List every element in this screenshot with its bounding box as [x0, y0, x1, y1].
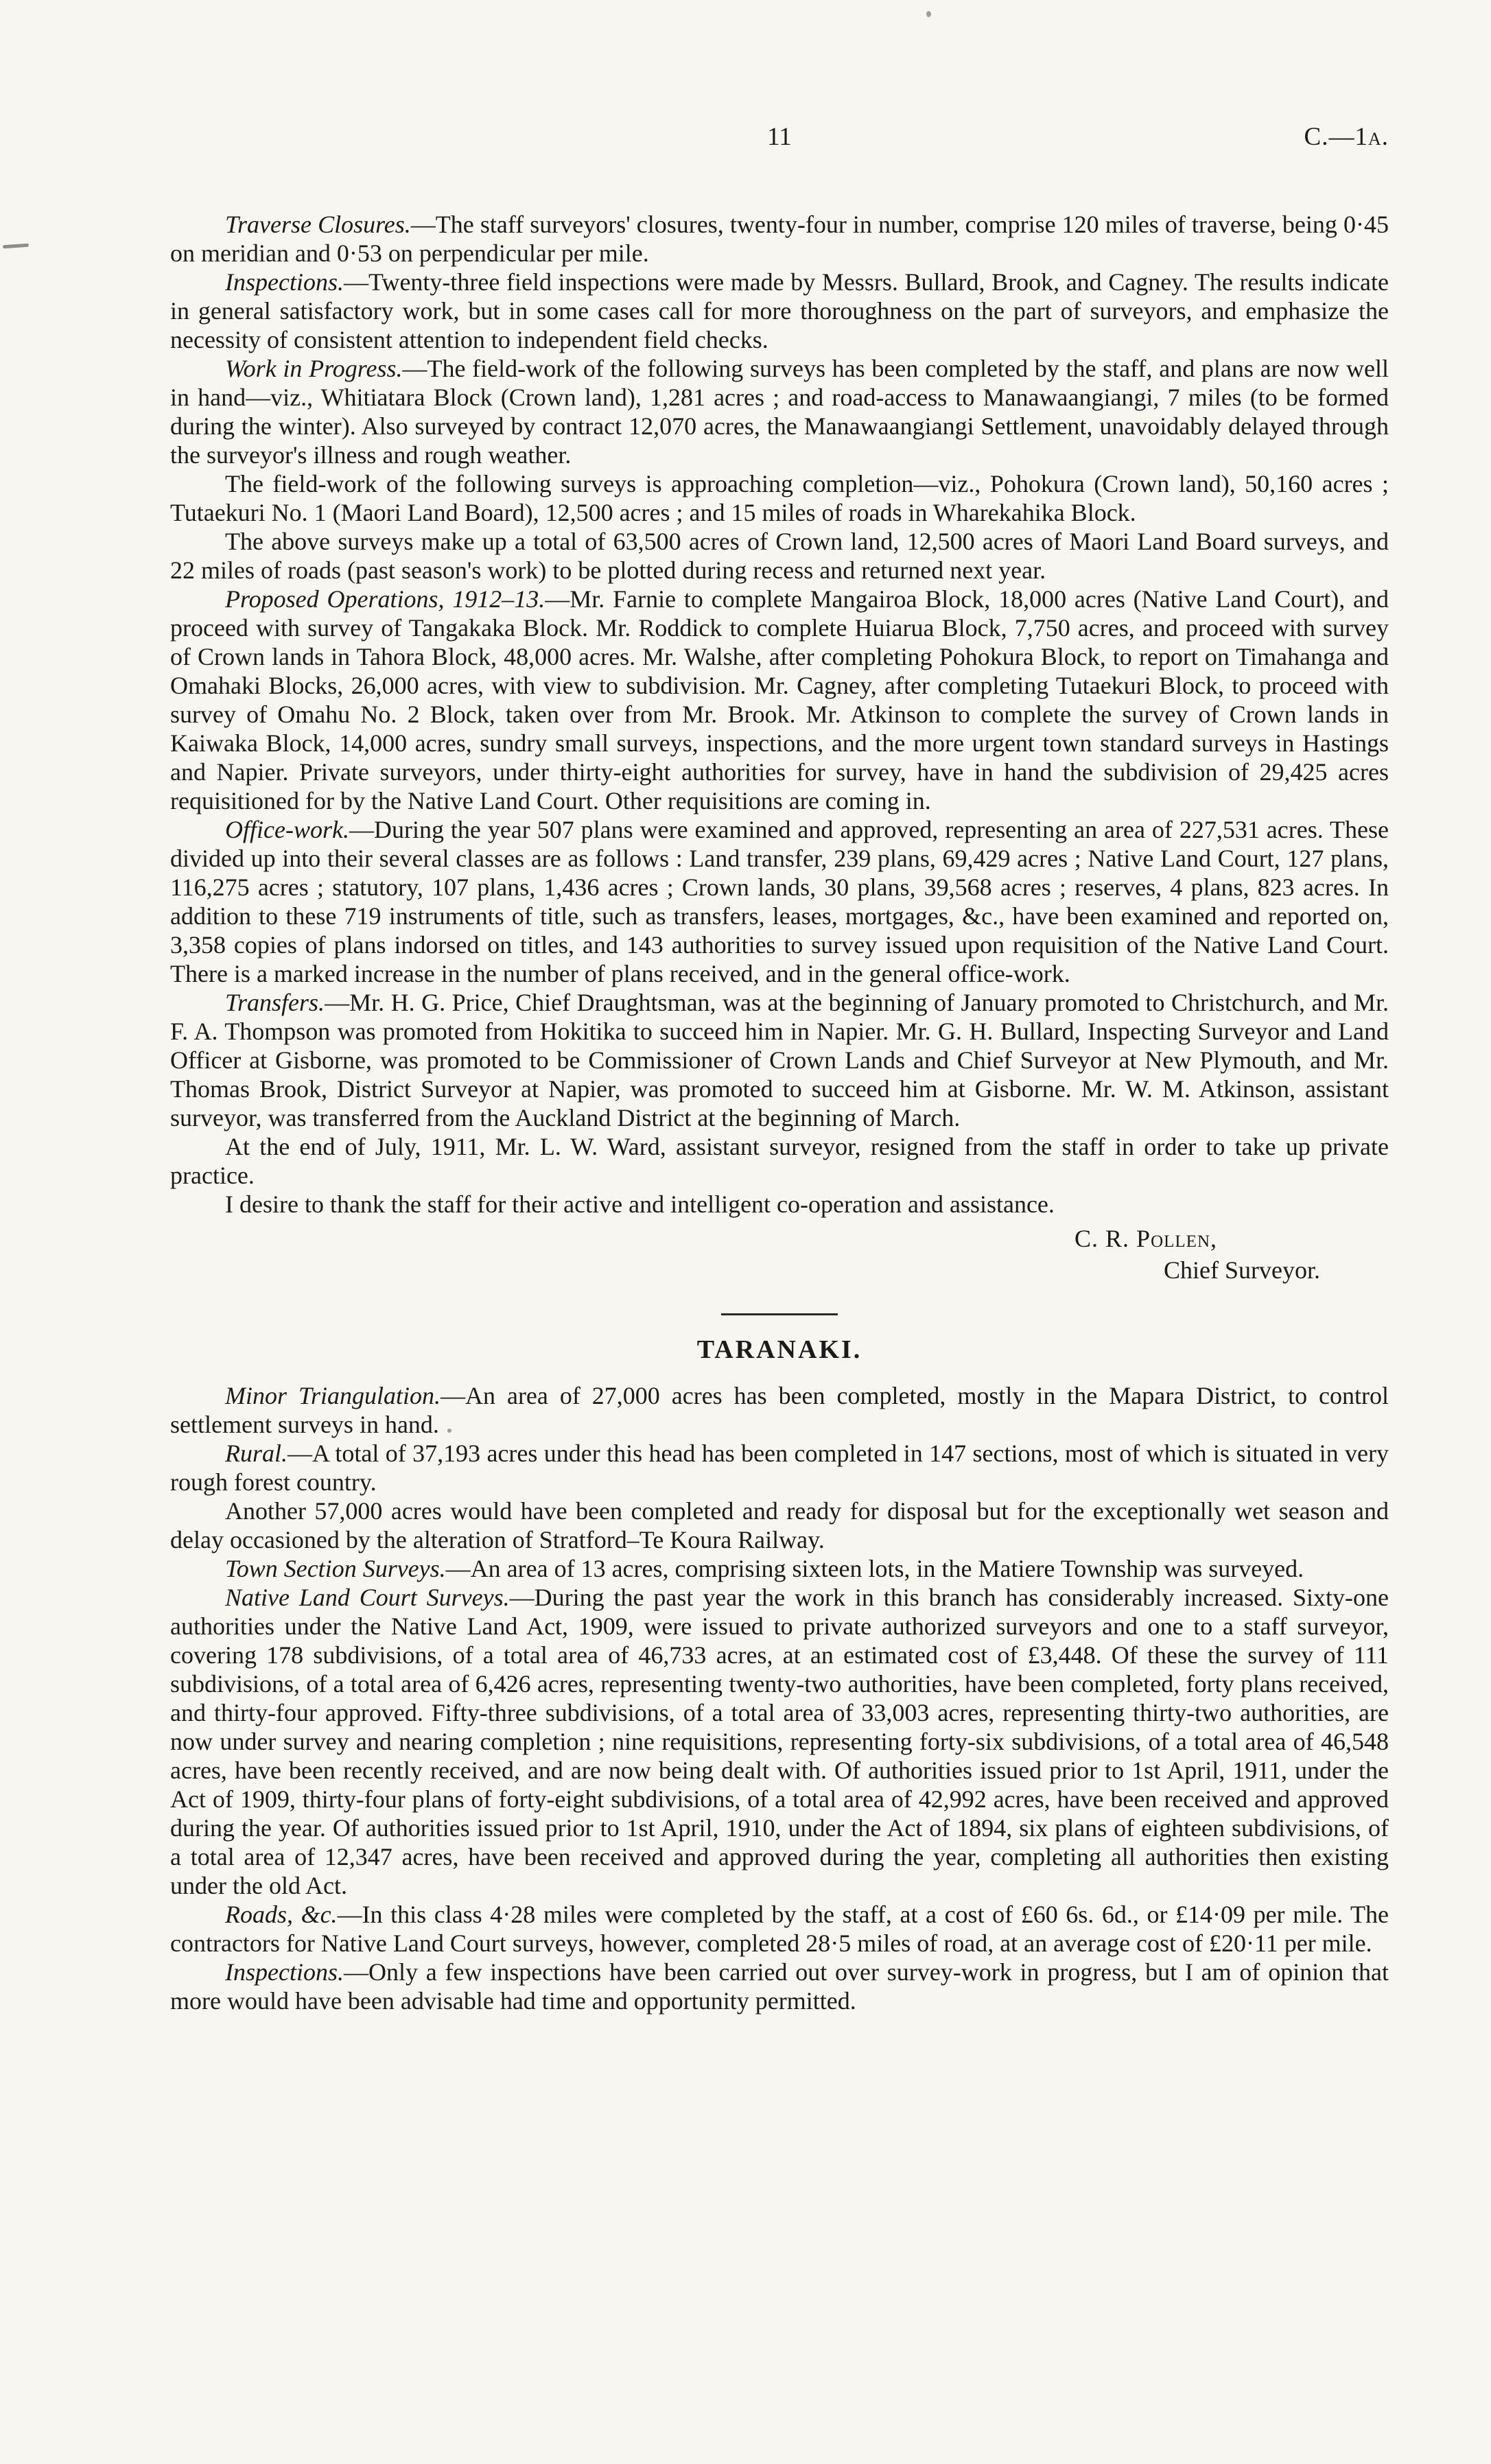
scan-speck — [926, 11, 931, 17]
paragraph-lead: Roads, &c. — [225, 1901, 338, 1928]
paragraph-body: —Mr. H. G. Price, Chief Draughtsman, was at the beginning of January promoted to Christchurch, and Mr. F. A. Thompson was promoted from Hokitika to succeed him in Napier. Mr. G. H. Bullard, Inspecting Surveyor and Land Officer at Gisborne, was promoted to be Commissioner of Crown Lands and Chief Surveyor at New Plymouth, and Mr. Thomas Brook, District Surveyor at Napier, was promoted to succeed him at Gisborne. Mr. W. M. Atkinson, assistant surveyor, was transferred from the Auckland District at the beginning of March. — [170, 989, 1389, 1131]
paragraph-body: —An area of 27,000 acres has been completed, mostly in the Mapara District, to control settlement surveys in hand. — [170, 1382, 1389, 1438]
paragraph-body: —During the year 507 plans were examined and approved, representing an area of 227,531 acres. These divided up into their several classes are as follows : Land transfer, 239 plans, 69,429 acres ; Native Land Court, 127 plans, 116,275 acres ; statutory, 107 plans, 1,436 acres ; Crown lands, 30 plans, 39,568 acres ; reserves, 4 plans, 823 acres. In addition to these 719 instruments of title, such as transfers, leases, mortgages, &c., have been examined and reported on, 3,358 copies of plans indorsed on titles, and 143 authorities to survey issued upon requisition of the Native Land Court. There is a marked increase in the number of plans received, and in the general office-work. — [170, 816, 1389, 987]
paragraph-proposed-operations — [170, 585, 1389, 815]
paragraph-body: The field-work of the following surveys is approaching completion—viz., Pohokura (Crown land), 50,160 acres ; Tutaekuri No. 1 (Maori Land Board), 12,500 acres ; and 15 miles of roads in Wharekahika Block. — [170, 470, 1389, 526]
paragraph-ward-resignation — [170, 1132, 1389, 1190]
scan-artifact-dash — [3, 244, 29, 249]
paragraph-body: —During the past year the work in this branch has considerably increased. Sixty-one authorities under the Native Land Act, 1909, were issued to private authorized surveyors and one to a staff surveyor, covering 178 subdivisions, of a total area of 46,733 acres, at an estimated cost of £3,448. Of these the survey of 111 subdivisions, of a total area of 6,426 acres, representing twenty-two authorities, have been completed, forty plans received, and thirty-four approved. Fifty-three subdivisions, of a total area of 33,003 acres, representing thirty-two authorities, are now under survey and nearing completion ; nine requisitions, representing forty-six subdivisions, of a total area of 46,548 acres, have been recently received, and are now being dealt with. Of authorities issued prior to 1st April, 1911, under the Act of 1909, thirty-four plans of forty-eight subdivisions, of a total area of 42,992 acres, have been received and approved during the year. Of authorities issued prior to 1st April, 1910, under the Act of 1894, six plans of eighteen subdivisions, of a total area of 12,347 acres, have been received and approved during the year, completing all authorities then existing under the old Act. — [170, 1584, 1389, 1899]
paragraph-body: —Mr. Farnie to complete Mangairoa Block, 18,000 acres (Native Land Court), and proceed with survey of Tangakaka Block. Mr. Roddick to complete Huiarua Block, 7,750 acres, and proceed with survey of Crown lands in Tahora Block, 48,000 acres. Mr. Walshe, after completing Pohokura Block, to report on Timahanga and Omahaki Blocks, 26,000 acres, with view to subdivision. Mr. Cagney, after completing Tutaekuri Block, to proceed with survey of Omahu No. 2 Block, taken over from Mr. Brook. Mr. Atkinson to complete the survey of Crown lands in Kaiwaka Block, 14,000 acres, sundry small surveys, inspections, and the more urgent town standard surveys in Hastings and Napier. Private surveyors, under thirty-eight authorities for survey, have in hand the subdivision of 29,425 acres requisitioned for by the Native Land Court. Other requisitions are coming in. — [170, 585, 1389, 814]
paragraph-body: Another 57,000 acres would have been completed and ready for disposal but for the exceptionally wet season and delay occasioned by the alteration of Stratford–Te Koura Railway. — [170, 1497, 1389, 1553]
paragraph-lead: Proposed Operations, 1912–13. — [225, 585, 545, 613]
paragraph-lead: Rural. — [225, 1440, 288, 1467]
running-head — [170, 122, 1389, 152]
paragraph-roads — [170, 1900, 1389, 1958]
signature-name: C. R. Pollen, — [1075, 1225, 1217, 1252]
paragraph-body: —In this class 4·28 miles were completed by the staff, at a cost of £60 6s. 6d., or £14·09 per mile. The contractors for Native Land Court surveys, however, completed 28·5 miles of road, at an average cost of £20·11 per mile. — [170, 1901, 1389, 1957]
text-column — [170, 122, 1389, 2015]
paragraph-fieldwork-completion — [170, 469, 1389, 527]
paragraph-body: —Only a few inspections have been carried out over survey-work in progress, but I am of opinion that more would have been advisable had time and opportunity permitted. — [170, 1958, 1389, 2015]
paragraph-lead: Work in Progress. — [225, 355, 403, 382]
paragraph-body: I desire to thank the staff for their active and intelligent co-operation and assistance. — [225, 1190, 1055, 1218]
paragraph-town-section-surveys — [170, 1554, 1389, 1583]
paragraph-lead: Transfers. — [225, 989, 325, 1016]
paragraph-body: —An area of 13 acres, comprising sixteen lots, in the Matiere Township was surveyed. — [445, 1555, 1304, 1582]
paragraph-body: —The staff surveyors' closures, twenty-four in number, comprise 120 miles of traverse, being 0·45 on meridian and 0·53 on perpendicular per mile. — [170, 211, 1389, 267]
paragraph-lead: Traverse Closures. — [225, 211, 411, 238]
section-divider — [721, 1313, 838, 1315]
paragraph-survey-totals — [170, 527, 1389, 585]
signature-title: Chief Surveyor. — [1164, 1256, 1320, 1284]
paragraph-lead: Native Land Court Surveys. — [225, 1584, 510, 1611]
page-number: 11 — [767, 123, 792, 151]
paragraph-office-work — [170, 815, 1389, 988]
paragraph-body: —A total of 37,193 acres under this head has been completed in 147 sections, most of which is situated in very rough forest country. — [170, 1440, 1389, 1496]
paragraph-minor-triangulation — [170, 1381, 1389, 1439]
page-reference: C.—1a. — [1304, 123, 1389, 151]
paragraph-body: —The field-work of the following surveys has been completed by the staff, and plans are now well in hand—viz., Whitiatara Block (Crown land), 1,281 acres ; and road-access to Manawaangiangi, 7 miles (to be formed during the winter). Also surveyed by contract 12,070 acres, the Manawaangiangi Settlement, unavoidably delayed through the surveyor's illness and rough weather. — [170, 355, 1389, 469]
paragraph-wet-season — [170, 1497, 1389, 1554]
paragraph-transfers — [170, 988, 1389, 1132]
paragraph-body: At the end of July, 1911, Mr. L. W. Ward, assistant surveyor, resigned from the staff in order to take up private practice. — [170, 1133, 1389, 1189]
paragraph-traverse-closures — [170, 210, 1389, 268]
paragraph-native-land-court-surveys — [170, 1583, 1389, 1900]
signature-block — [170, 1223, 1389, 1286]
paragraph-lead: Town Section Surveys. — [225, 1555, 446, 1582]
section-heading-taranaki: TARANAKI. — [696, 1335, 862, 1364]
paragraph-lead: Inspections. — [225, 268, 344, 296]
paragraph-rural — [170, 1439, 1389, 1497]
paragraph-inspections — [170, 268, 1389, 354]
paragraph-work-in-progress — [170, 354, 1389, 469]
paragraph-lead: Office-work. — [225, 816, 349, 843]
paragraph-thanks — [170, 1190, 1389, 1219]
paragraph-taranaki-inspections — [170, 1958, 1389, 2015]
paragraph-body: The above surveys make up a total of 63,500 acres of Crown land, 12,500 acres of Maori Land Board surveys, and 22 miles of roads (past season's work) to be plotted during recess and returned next year. — [170, 528, 1389, 584]
paragraph-lead: Minor Triangulation. — [225, 1382, 441, 1409]
paragraph-body: —Twenty-three field inspections were made by Messrs. Bullard, Brook, and Cagney. The results indicate in general satisfactory work, but in some cases call for more thoroughness on the part of surveyors, and emphasize the necessity of consistent attention to independent field checks. — [170, 268, 1389, 353]
paragraph-lead: Inspections. — [225, 1958, 344, 1986]
